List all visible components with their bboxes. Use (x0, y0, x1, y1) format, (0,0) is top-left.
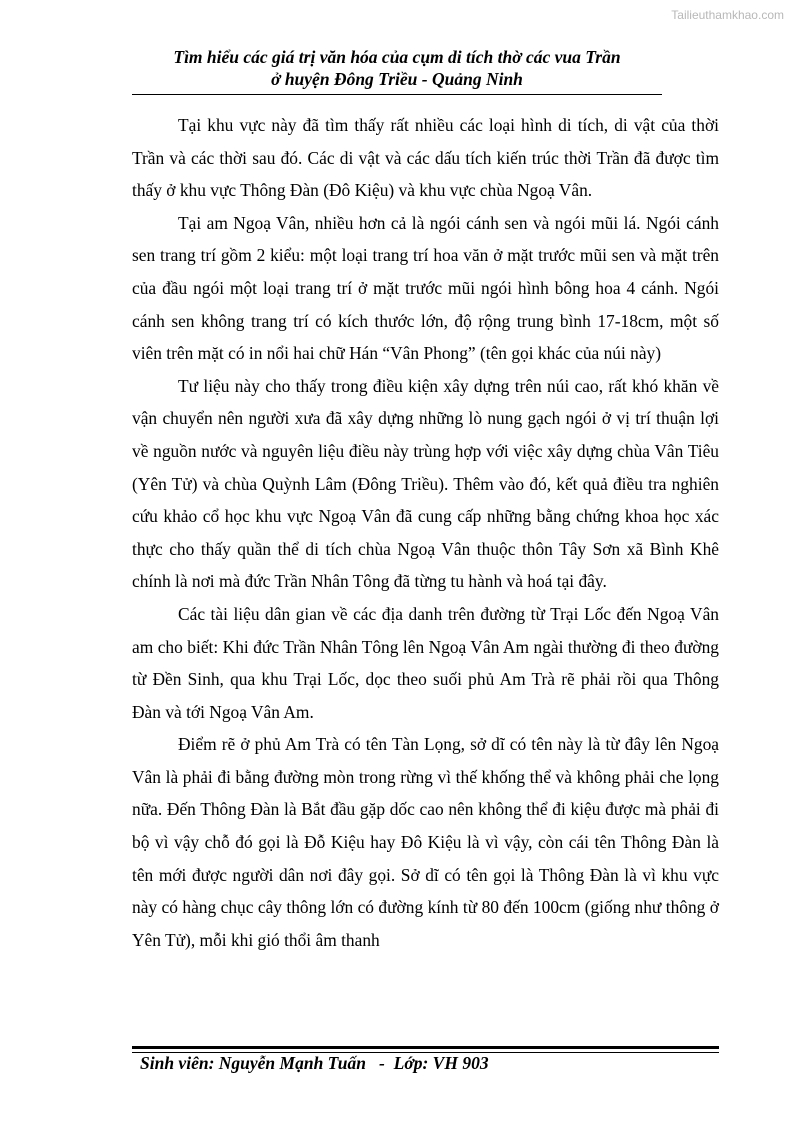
paragraph: Các tài liệu dân gian về các địa danh trên đường từ Trại Lốc đến Ngoạ Vân am cho biết: Khi đức Trần Nhân Tông lên Ngoạ Vân Am ngài thường đi theo đường từ Đền Sinh, qua khu Trại Lốc, dọc theo suối phủ Am Trà rẽ phải rồi qua Thông Đàn và tới Ngoạ Vân Am. (132, 603, 719, 722)
paragraph: Điểm rẽ ở phủ Am Trà có tên Tàn Lọng, sở dĩ có tên này là từ đây lên Ngoạ Vân là phải đi bằng đường mòn trong rừng vì thế khống thể và không phải che lọng nữa. Đến Thông Đàn là Bắt đầu gặp dốc cao nên không thể đi kiệu được mà phải đi bộ vì vậy chỗ đó gọi là Đỗ Kiệu hay Đô Kiệu là vì vậy, còn cái tên Thông Đàn là tên mới được người dân nơi đây gọi. Sở dĩ có tên gọi là Thông Đàn là vì khu vực này có hàng chục cây thông lớn có đường kính từ 80 đến 100cm (giống như thông ở Yên Tử), mỗi khi gió thổi âm thanh (132, 734, 719, 950)
running-header (130, 46, 664, 90)
header-line-1: Tìm hiểu các giá trị văn hóa của cụm di tích thờ các vua Trần (173, 47, 621, 67)
header-line-2: ở huyện Đông Triều - Quảng Ninh (271, 69, 523, 89)
paragraph: Tại am Ngoạ Vân, nhiều hơn cả là ngói cánh sen và ngói mũi lá. Ngói cánh sen trang trí gồm 2 kiểu: một loại trang trí hoa văn ở mặt trước mũi sen và mặt trên của đầu ngói một loại trang trí ở mặt trước mũi ngói hình bông hoa 4 cánh. Ngói cánh sen không trang trí có kích thước lớn, độ rộng trung bình 17-18cm, một số viên trên mặt có in nổi hai chữ Hán “Vân Phong” (tên gọi khác của núi này) (132, 212, 719, 364)
body-text (132, 109, 719, 956)
watermark: Tailieuthamkhao.com (671, 8, 784, 22)
paragraph: Tư liệu này cho thấy trong điều kiện xây dựng trên núi cao, rất khó khăn về vận chuyển nên người xưa đã xây dựng những lò nung gạch ngói ở vị trí thuận lợi về nguồn nước và nguyên liệu điều này trùng hợp với việc xây dựng chùa Vân Tiêu (Yên Tử) và chùa Quỳnh Lâm (Đông Triều). Thêm vào đó, kết quả điều tra nghiên cứu khảo cổ học khu vực Ngoạ Vân đã cung cấp những bằng chứng khoa học xác thực cho thấy quần thể di tích chùa Ngoạ Vân thuộc thôn Tây Sơn xã Bình Khê chính là nơi mà đức Trần Nhân Tông đã từng tu hành và hoá tại đây. (132, 375, 719, 592)
footer-rule-thick (132, 1046, 719, 1049)
header-rule (132, 94, 662, 95)
footer-author-line: Sinh viên: Nguyễn Mạnh Tuấn - Lớp: VH 903 (140, 1053, 489, 1073)
paragraph: Tại khu vực này đã tìm thấy rất nhiều các loại hình di tích, di vật của thời Trần và các thời sau đó. Các di vật và các dấu tích kiến trúc thời Trần đã được tìm thấy ở khu vực Thông Đàn (Đô Kiệu) và khu vực chùa Ngoạ Vân. (132, 115, 719, 201)
